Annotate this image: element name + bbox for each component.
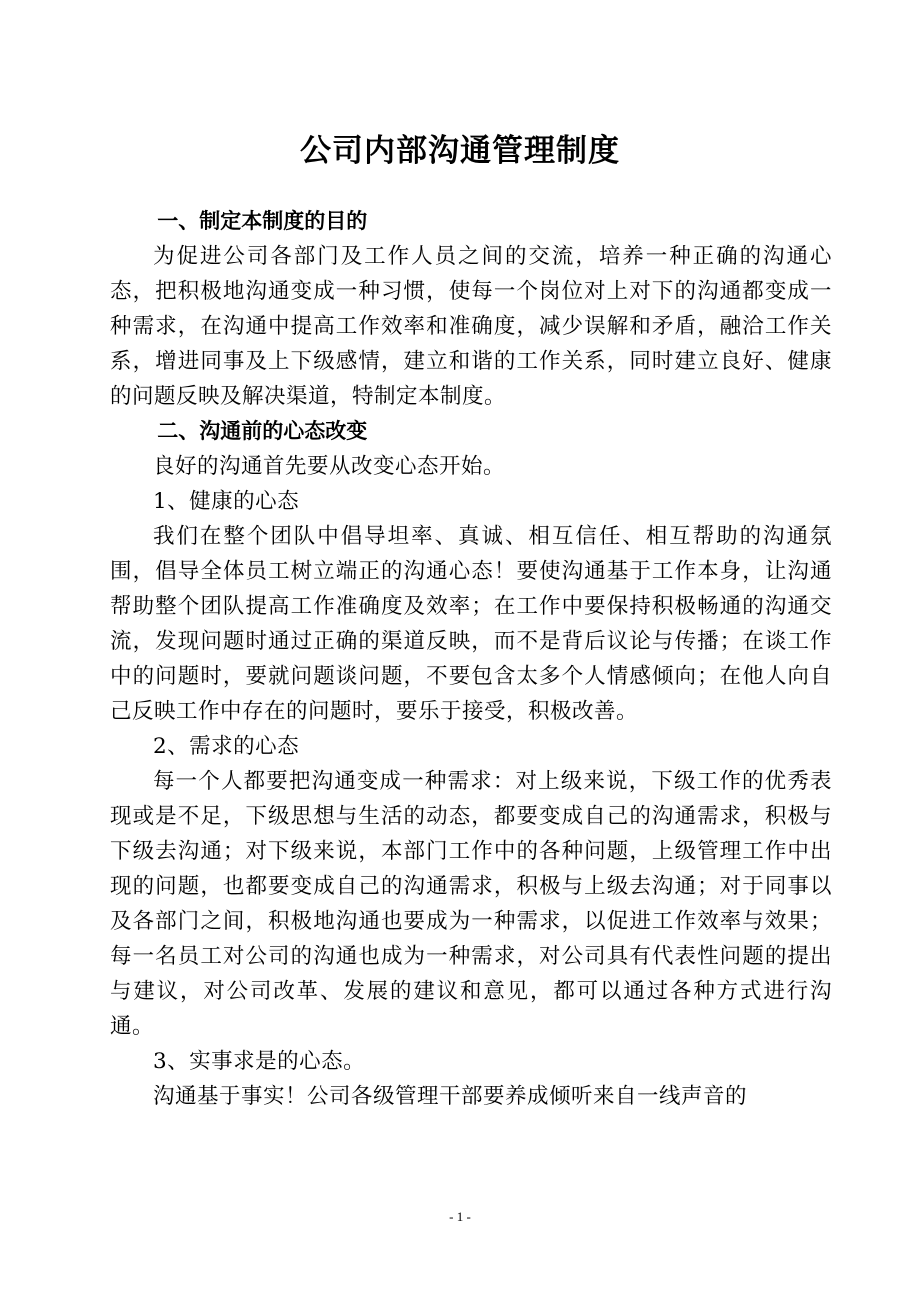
subheading-demand-mindset: 2、需求的心态 <box>153 734 300 759</box>
subheading-healthy-mindset: 1、健康的心态 <box>153 489 300 514</box>
page-number: - 1 - <box>449 1209 471 1224</box>
paragraph-factual-mindset: 沟通基于事实！公司各级管理干部要养成倾听来自一线声音的 <box>153 1084 748 1109</box>
paragraph-healthy-mindset: 我们在整个团队中倡导坦率、真诚、相互信任、相互帮助的沟通氛围，倡导全体员工树立端正的沟通心态！要使沟通基于工作本身，让沟通帮助整个团队提高工作准确度及效率；在工作中要保持积极畅通的沟通交流，发现问题时通过正确的渠道反映，而不是背后议论与传播；在谈工作中的问题时，要就问题谈问题，不要包含太多个人情感倾向；在他人向自己反映工作中存在的问题时，要乐于接受，积极改善。 <box>110 524 832 724</box>
document-title: 公司内部沟通管理制度 <box>300 133 620 169</box>
paragraph-mindset-intro: 良好的沟通首先要从改变心态开始。 <box>153 454 506 479</box>
document-body <box>110 204 832 1114</box>
section-heading-purpose: 一、制定本制度的目的 <box>157 209 368 233</box>
section-heading-mindset: 二、沟通前的心态改变 <box>157 419 368 443</box>
paragraph-purpose: 为促进公司各部门及工作人员之间的交流，培养一种正确的沟通心态，把积极地沟通变成一种习惯，使每一个岗位对上对下的沟通都变成一种需求，在沟通中提高工作效率和准确度，减少误解和矛盾，融洽工作关系，增进同事及上下级感情，建立和谐的工作关系，同时建立良好、健康的问题反映及解决渠道，特制定本制度。 <box>110 244 832 409</box>
paragraph-demand-mindset: 每一个人都要把沟通变成一种需求：对上级来说，下级工作的优秀表现或是不足，下级思想与生活的动态，都要变成自己的沟通需求，积极与下级去沟通；对下级来说，本部门工作中的各种问题，上级管理工作中出现的问题，也都要变成自己的沟通需求，积极与上级去沟通；对于同事以及各部门之间，积极地沟通也要成为一种需求，以促进工作效率与效果；每一名员工对公司的沟通也成为一种需求，对公司具有代表性问题的提出与建议，对公司改革、发展的建议和意见，都可以通过各种方式进行沟通。 <box>110 769 832 1039</box>
subheading-factual-mindset: 3、实事求是的心态。 <box>153 1049 366 1074</box>
